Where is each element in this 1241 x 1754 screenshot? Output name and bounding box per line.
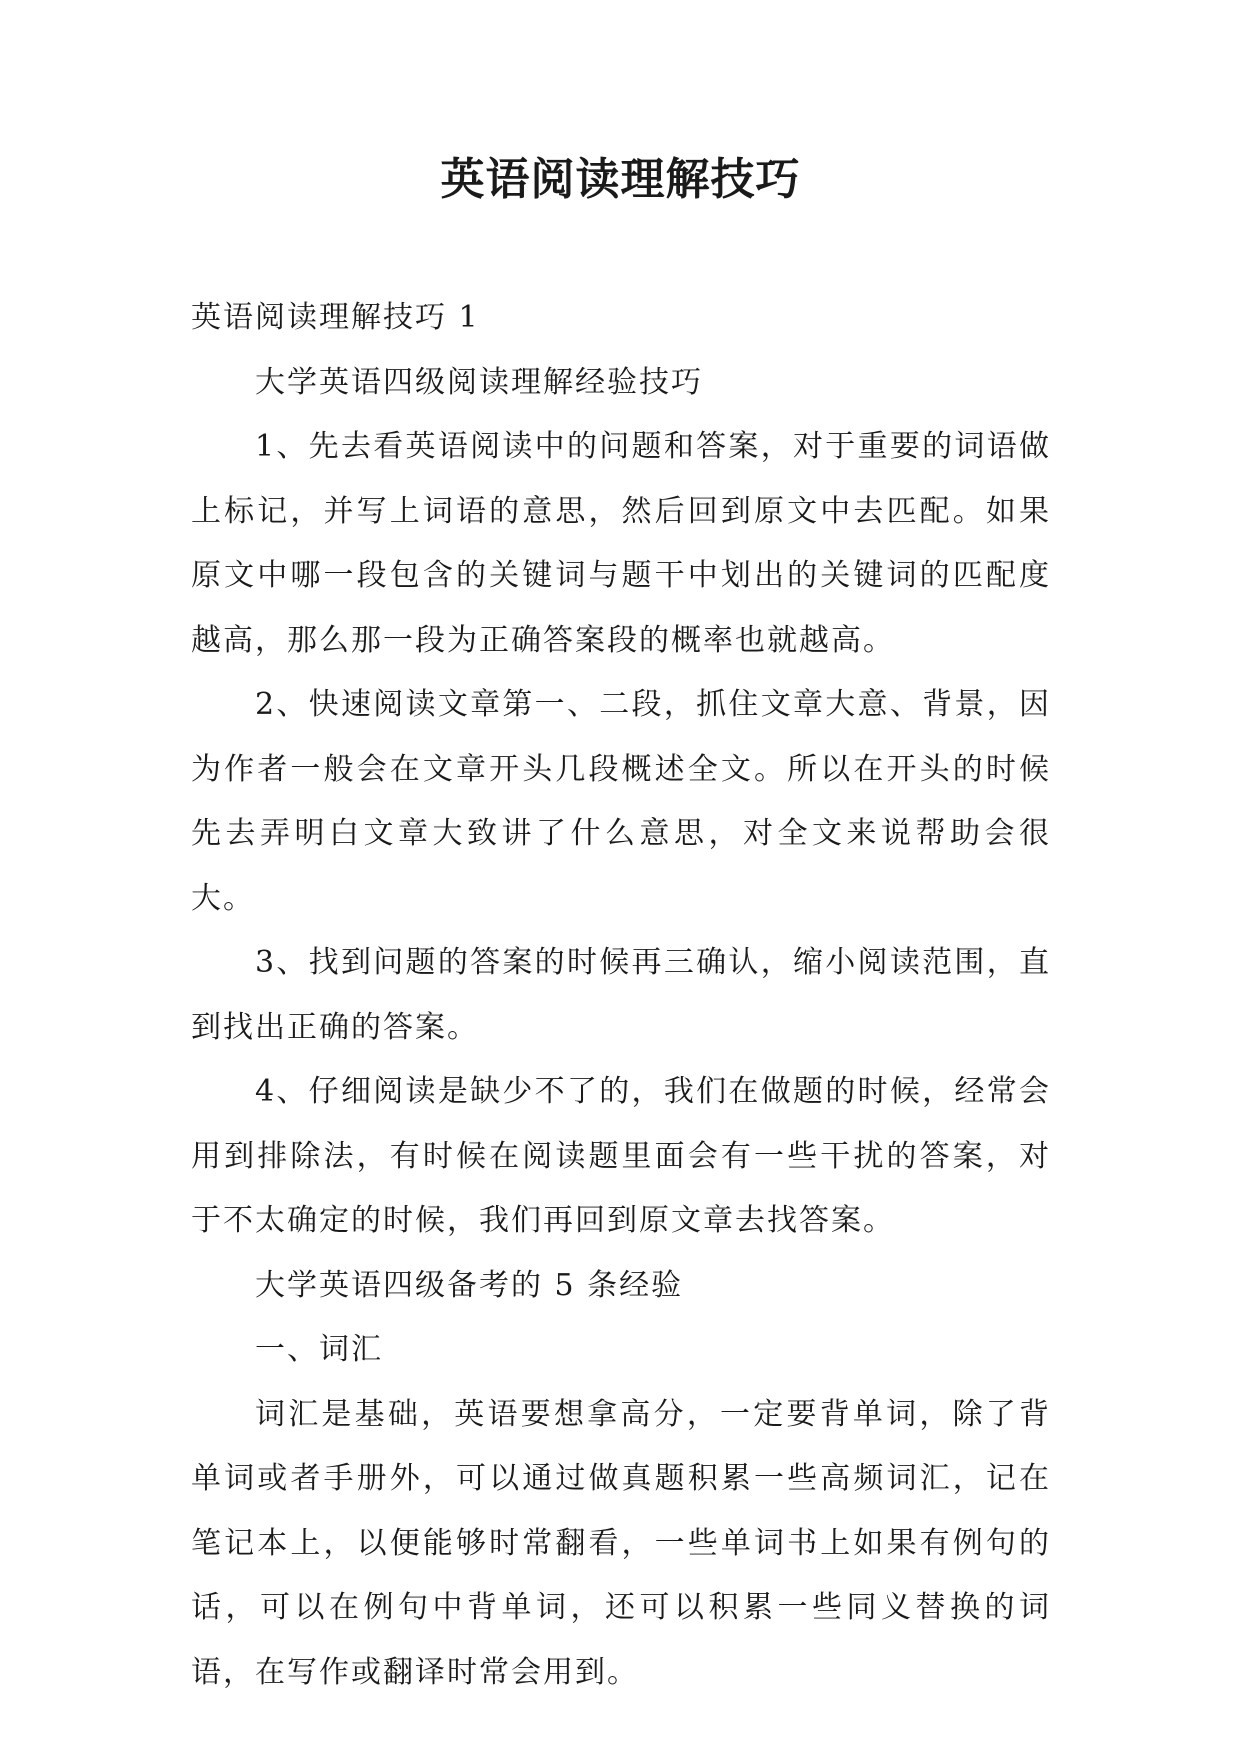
document-body (191, 286, 1051, 1705)
paragraph-tip-4: 4、仔细阅读是缺少不了的，我们在做题的时候，经常会用到排除法，有时候在阅读题里面会有一些干扰的答案，对于不太确定的时候，我们再回到原文章去找答案。 (191, 1074, 1051, 1238)
paragraph-tip-1: 1、先去看英语阅读中的问题和答案，对于重要的词语做上标记，并写上词语的意思，然后回到原文中去匹配。如果原文中哪一段包含的关键词与题干中划出的关键词的匹配度越高，那么那一段为正确答案段的概率也就越高。 (191, 429, 1051, 658)
subheading-reading-tips: 大学英语四级阅读理解经验技巧 (255, 364, 703, 400)
paragraph-vocabulary: 词汇是基础，英语要想拿高分，一定要背单词，除了背单词或者手册外，可以通过做真题积累一些高频词汇，记在笔记本上，以便能够时常翻看，一些单词书上如果有例句的话，可以在例句中背单词，还可以积累一些同义替换的词语，在写作或翻译时常会用到。 (191, 1396, 1051, 1690)
subheading-vocabulary: 一、词汇 (255, 1332, 383, 1367)
section-heading: 英语阅读理解技巧 1 (191, 300, 480, 335)
document-title: 英语阅读理解技巧 (440, 154, 801, 205)
paragraph-tip-2: 2、快速阅读文章第一、二段，抓住文章大意、背景，因为作者一般会在文章开头几段概述全文。所以在开头的时候先去弄明白文章大致讲了什么意思，对全文来说帮助会很大。 (191, 687, 1051, 916)
subheading-exam-experience: 大学英语四级备考的 5 条经验 (255, 1267, 684, 1303)
paragraph-tip-3: 3、找到问题的答案的时候再三确认，缩小阅读范围，直到找出正确的答案。 (191, 945, 1051, 1045)
